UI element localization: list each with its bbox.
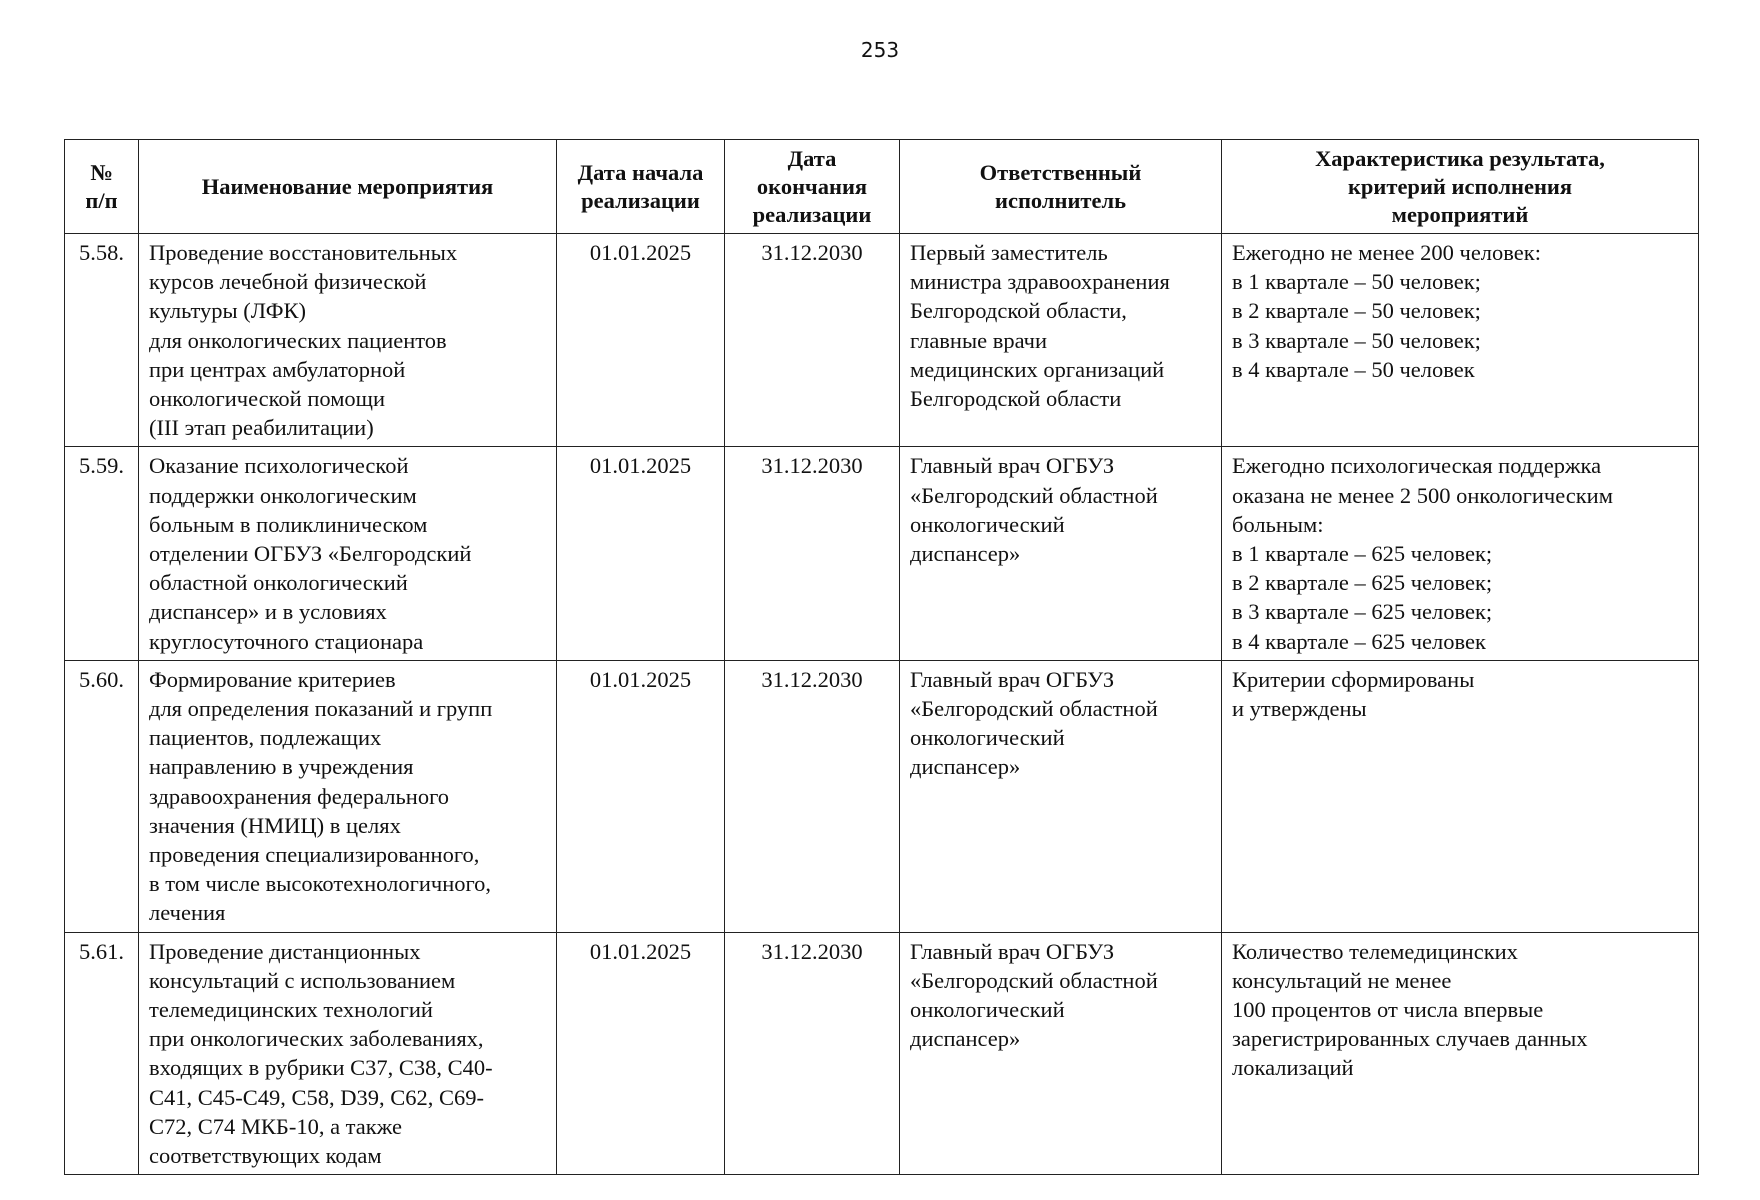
start-date: 01.01.2025 [557, 234, 725, 447]
measures-table [64, 139, 1699, 1175]
row-number: 5.58. [65, 234, 139, 447]
row-number: 5.60. [65, 660, 139, 932]
end-date: 31.12.2030 [725, 932, 900, 1175]
header-executor: Ответственный исполнитель [900, 140, 1222, 234]
start-date: 01.01.2025 [557, 447, 725, 660]
result-criteria: Ежегодно не менее 200 человек: в 1 квартале – 50 человек; в 2 квартале – 50 человек; в 3 квартале – 50 человек; в 4 квартале – 50 человек [1222, 234, 1699, 447]
header-start-date: Дата начала реализации [557, 140, 725, 234]
measure-name: Формирование критериев для определения показаний и групп пациентов, подлежащих направлению в учреждения здравоохранения федерального значения (НМИЦ) в целях проведения специализированного, в том числе высокотехнологичного, лечения [139, 660, 557, 932]
executor: Первый заместитель министра здравоохранения Белгородской области, главные врачи медицинских организаций Белгородской области [900, 234, 1222, 447]
row-number: 5.59. [65, 447, 139, 660]
start-date: 01.01.2025 [557, 660, 725, 932]
header-end-date: Дата окончания реализации [725, 140, 900, 234]
row-number: 5.61. [65, 932, 139, 1175]
result-criteria: Ежегодно психологическая поддержка оказана не менее 2 500 онкологическим больным: в 1 квартале – 625 человек; в 2 квартале – 625 человек; в 3 квартале – 625 человек; в 4 квартале – 625 человек [1222, 447, 1699, 660]
table-row [65, 447, 1699, 660]
executor: Главный врач ОГБУЗ «Белгородский областной онкологический диспансер» [900, 660, 1222, 932]
end-date: 31.12.2030 [725, 447, 900, 660]
result-criteria: Количество телемедицинских консультаций не менее 100 процентов от числа впервые зарегистрированных случаев данных локализаций [1222, 932, 1699, 1175]
table-header-row [65, 140, 1699, 234]
end-date: 31.12.2030 [725, 234, 900, 447]
table-row [65, 932, 1699, 1175]
table-row [65, 660, 1699, 932]
table-row [65, 234, 1699, 447]
header-result: Характеристика результата, критерий исполнения мероприятий [1222, 140, 1699, 234]
page-number: 253 [860, 38, 900, 62]
start-date: 01.01.2025 [557, 932, 725, 1175]
end-date: 31.12.2030 [725, 660, 900, 932]
measure-name: Проведение восстановительных курсов лечебной физической культуры (ЛФК) для онкологических пациентов при центрах амбулаторной онкологической помощи (III этап реабилитации) [139, 234, 557, 447]
executor: Главный врач ОГБУЗ «Белгородский областной онкологический диспансер» [900, 447, 1222, 660]
measure-name: Оказание психологической поддержки онкологическим больным в поликлиническом отделении ОГБУЗ «Белгородский областной онкологический диспансер» и в условиях круглосуточного стационара [139, 447, 557, 660]
result-criteria: Критерии сформированы и утверждены [1222, 660, 1699, 932]
executor: Главный врач ОГБУЗ «Белгородский областной онкологический диспансер» [900, 932, 1222, 1175]
header-name: Наименование мероприятия [139, 140, 557, 234]
measure-name: Проведение дистанционных консультаций с использованием телемедицинских технологий при онкологических заболеваниях, входящих в рубрики C37, C38, C40- C41, C45-C49, C58, D39, C62, C69- C72, C74 МКБ-10, а также соответствующих кодам [139, 932, 557, 1175]
header-num: № п/п [65, 140, 139, 234]
